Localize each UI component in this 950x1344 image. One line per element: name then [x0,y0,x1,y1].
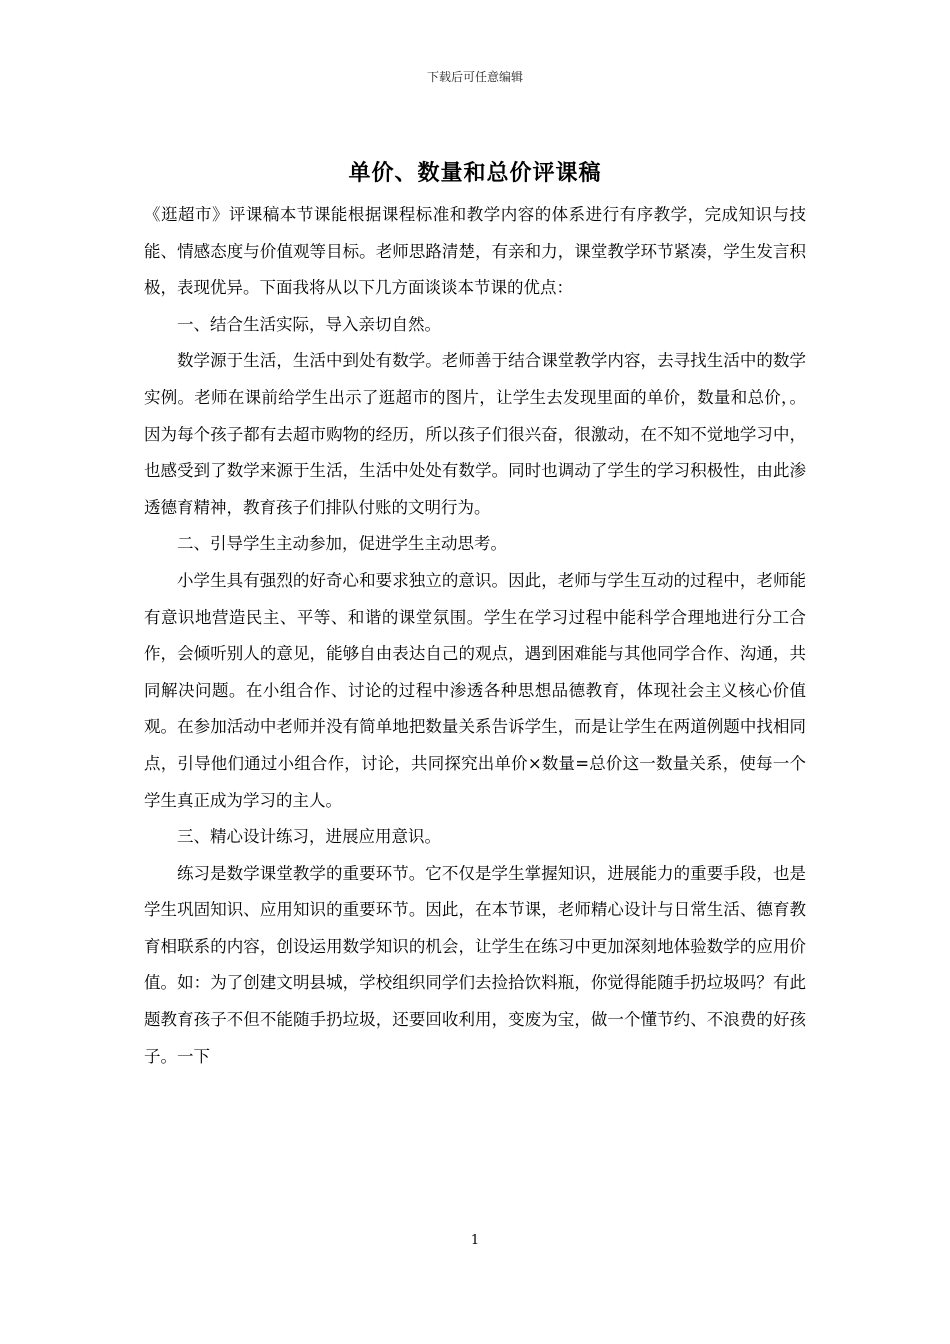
page-number: 1 [470,1233,480,1248]
paragraph-intro: 《逛超市》评课稿本节课能根据课程标准和教学内容的体系进行有序教学，完成知识与技能、情感态度与价值观等目标。老师思路清楚，有亲和力，课堂教学环节紧凑，学生发言积极，表现优异。下面我将从以下几方面谈谈本节课的优点： [144,205,806,298]
header-note: 下载后可任意编辑 [426,70,523,84]
section-heading-3: 三、精心设计练习，进展应用意识。 [177,827,441,847]
section-heading-2: 二、引导学生主动参加，促进学生主动思考。 [177,534,507,554]
document-title: 单价、数量和总价评课稿 [348,160,602,186]
section-heading-1: 一、结合生活实际，导入亲切自然。 [177,314,441,334]
paragraph-section-1: 数学源于生活，生活中到处有数学。老师善于结合课堂教学内容，去寻找生活中的数学实例。老师在课前给学生出示了逛超市的图片，让学生去发现里面的单价，数量和总价，。因为每个孩子都有去超市购物的经历，所以孩子们很兴奋，很激动，在不知不觉地学习中，也感受到了数学来源于生活，生活中处处有数学。同时也调动了学生的学习积极性，由此渗透德育精神，教育孩子们排队付账的文明行为。 [144,351,806,517]
paragraph-section-2: 小学生具有强烈的好奇心和要求独立的意识。因此，老师与学生互动的过程中，老师能有意识地营造民主、平等、和谐的课堂氛围。学生在学习过程中能科学合理地进行分工合作，会倾听别人的意见，能够自由表达自己的观点，遇到困难能与其他同学合作、沟通，共同解决问题。在小组合作、讨论的过程中渗透各种思想品德教育，体现社会主义核心价值观。在参加活动中老师并没有简单地把数量关系告诉学生，而是让学生在两道例题中找相同点，引导他们通过小组合作，讨论，共同探究出单价×数量=总价这一数量关系，使每一个学生真正成为学习的主人。 [144,570,806,810]
document-body [144,197,806,1075]
paragraph-section-3: 练习是数学课堂教学的重要环节。它不仅是学生掌握知识，进展能力的重要手段，也是学生巩固知识、应用知识的重要环节。因此，在本节课，老师精心设计与日常生活、德育教育相联系的内容，创设运用数学知识的机会，让学生在练习中更加深刻地体验数学的应用价值。如：为了创建文明县城，学校组织同学们去捡拾饮料瓶，你觉得能随手扔垃圾吗？有此题教育孩子不但不能随手扔垃圾，还要回收利用，变废为宝，做一个懂节约、不浪费的好孩子。一下 [144,863,806,1066]
